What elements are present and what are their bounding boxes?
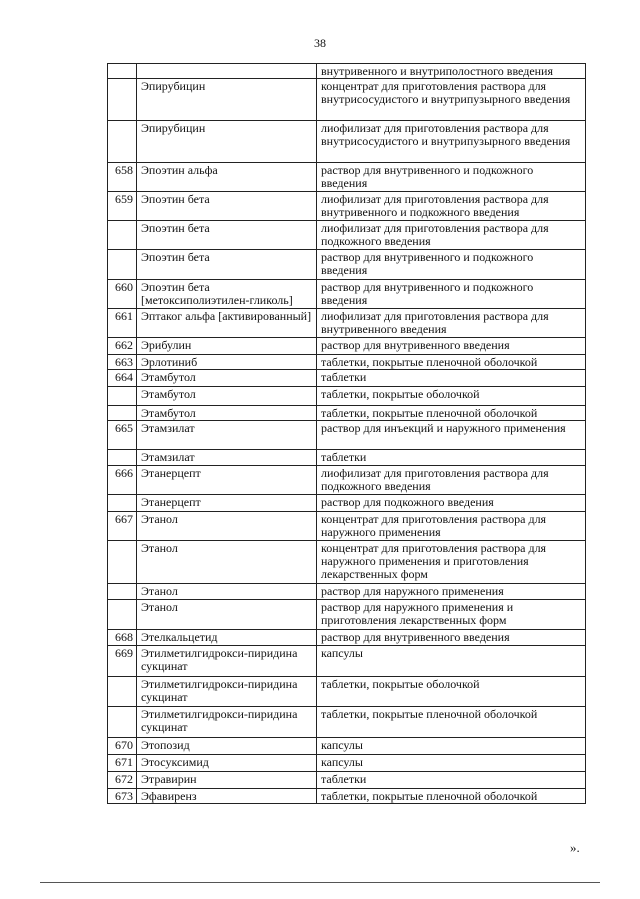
row-number-cell: 660 bbox=[108, 280, 137, 309]
table-row bbox=[108, 387, 586, 406]
closing-quote-mark: ». bbox=[570, 840, 580, 855]
drug-name-cell: Эрибулин bbox=[137, 338, 317, 355]
table-row bbox=[108, 309, 586, 338]
table-row bbox=[108, 79, 586, 121]
drug-name-cell: Эпоэтин альфа bbox=[137, 163, 317, 192]
dosage-form-cell: таблетки, покрытые оболочкой bbox=[317, 387, 586, 406]
row-number-cell: 666 bbox=[108, 466, 137, 495]
drug-name-cell: Эпоэтин бета bbox=[137, 192, 317, 221]
dosage-form-cell: таблетки, покрытые оболочкой bbox=[317, 677, 586, 707]
dosage-form-cell: раствор для внутривенного и подкожного введения bbox=[317, 163, 586, 192]
table-row bbox=[108, 163, 586, 192]
table-row bbox=[108, 280, 586, 309]
table-row bbox=[108, 630, 586, 646]
drug-name-cell: Этанерцепт bbox=[137, 495, 317, 512]
drug-name-cell: Этанол bbox=[137, 541, 317, 584]
drug-name-cell: Эпоэтин бета bbox=[137, 221, 317, 250]
dosage-form-cell: лиофилизат для приготовления раствора для подкожного введения bbox=[317, 221, 586, 250]
table-row bbox=[108, 677, 586, 707]
row-number-cell: 669 bbox=[108, 646, 137, 677]
dosage-form-cell: таблетки bbox=[317, 370, 586, 387]
drug-name-cell: Этилметилгидрокси-пиридина сукцинат bbox=[137, 677, 317, 707]
dosage-form-cell: раствор для внутривенного и подкожного введения bbox=[317, 250, 586, 280]
table-row bbox=[108, 541, 586, 584]
drug-name-cell bbox=[137, 64, 317, 79]
table-row bbox=[108, 355, 586, 370]
table-row bbox=[108, 495, 586, 512]
dosage-form-cell: раствор для инъекций и наружного применения bbox=[317, 421, 586, 450]
drug-name-cell: Этанерцепт bbox=[137, 466, 317, 495]
table-row bbox=[108, 450, 586, 466]
table-row bbox=[108, 466, 586, 495]
dosage-form-cell: лиофилизат для приготовления раствора для подкожного введения bbox=[317, 466, 586, 495]
drug-name-cell: Этилметилгидрокси-пиридина сукцинат bbox=[137, 707, 317, 738]
row-number-cell: 658 bbox=[108, 163, 137, 192]
row-number-cell bbox=[108, 221, 137, 250]
dosage-form-cell: раствор для наружного применения и приготовления лекарственных форм bbox=[317, 600, 586, 630]
row-number-cell: 664 bbox=[108, 370, 137, 387]
dosage-form-cell: лиофилизат для приготовления раствора для внутривенного введения bbox=[317, 309, 586, 338]
row-number-cell bbox=[108, 121, 137, 163]
table-row bbox=[108, 338, 586, 355]
drug-name-cell: Эпирубицин bbox=[137, 121, 317, 163]
table-row bbox=[108, 584, 586, 600]
page-number: 38 bbox=[314, 36, 326, 50]
drug-name-cell: Этравирин bbox=[137, 772, 317, 789]
row-number-cell: 662 bbox=[108, 338, 137, 355]
dosage-form-cell: раствор для внутривенного и подкожного введения bbox=[317, 280, 586, 309]
drug-name-cell: Эпоэтин бета bbox=[137, 250, 317, 280]
table-row bbox=[108, 755, 586, 772]
drug-name-cell: Этанол bbox=[137, 512, 317, 541]
row-number-cell: 659 bbox=[108, 192, 137, 221]
drug-name-cell: Эпоэтин бета [метоксиполиэтилен-гликоль] bbox=[137, 280, 317, 309]
row-number-cell bbox=[108, 450, 137, 466]
table-row bbox=[108, 250, 586, 280]
table-row bbox=[108, 421, 586, 450]
row-number-cell: 667 bbox=[108, 512, 137, 541]
drug-name-cell: Эрлотиниб bbox=[137, 355, 317, 370]
drug-name-cell: Этамзилат bbox=[137, 450, 317, 466]
row-number-cell: 668 bbox=[108, 630, 137, 646]
table-row bbox=[108, 600, 586, 630]
dosage-form-cell: таблетки, покрытые пленочной оболочкой bbox=[317, 789, 586, 804]
drug-name-cell: Этопозид bbox=[137, 738, 317, 755]
dosage-form-cell: таблетки, покрытые пленочной оболочкой bbox=[317, 707, 586, 738]
drug-name-cell: Эптаког альфа [активированный] bbox=[137, 309, 317, 338]
row-number-cell bbox=[108, 584, 137, 600]
dosage-form-cell: лиофилизат для приготовления раствора для внутрисосудистого и внутрипузырного введения bbox=[317, 121, 586, 163]
drug-list-table bbox=[107, 63, 586, 804]
drug-name-cell: Этамбутол bbox=[137, 406, 317, 421]
bottom-divider bbox=[40, 882, 600, 883]
dosage-form-cell: таблетки, покрытые пленочной оболочкой bbox=[317, 355, 586, 370]
row-number-cell bbox=[108, 387, 137, 406]
dosage-form-cell: капсулы bbox=[317, 738, 586, 755]
row-number-cell: 665 bbox=[108, 421, 137, 450]
table-row bbox=[108, 646, 586, 677]
drug-name-cell: Этилметилгидрокси-пиридина сукцинат bbox=[137, 646, 317, 677]
dosage-form-cell: раствор для подкожного введения bbox=[317, 495, 586, 512]
drug-name-cell: Эпирубицин bbox=[137, 79, 317, 121]
row-number-cell: 673 bbox=[108, 789, 137, 804]
row-number-cell bbox=[108, 541, 137, 584]
row-number-cell: 663 bbox=[108, 355, 137, 370]
table-row bbox=[108, 738, 586, 755]
table-row bbox=[108, 512, 586, 541]
dosage-form-cell: капсулы bbox=[317, 646, 586, 677]
table-row bbox=[108, 370, 586, 387]
drug-name-cell: Этамбутол bbox=[137, 370, 317, 387]
dosage-form-cell: таблетки, покрытые пленочной оболочкой bbox=[317, 406, 586, 421]
table-row bbox=[108, 707, 586, 738]
row-number-cell: 671 bbox=[108, 755, 137, 772]
dosage-form-cell: внутривенного и внутриполостного введения bbox=[317, 64, 586, 79]
table-row bbox=[108, 221, 586, 250]
table-row bbox=[108, 772, 586, 789]
dosage-form-cell: концентрат для приготовления раствора для внутрисосудистого и внутрипузырного введения bbox=[317, 79, 586, 121]
row-number-cell bbox=[108, 64, 137, 79]
row-number-cell bbox=[108, 600, 137, 630]
dosage-form-cell: капсулы bbox=[317, 755, 586, 772]
row-number-cell bbox=[108, 250, 137, 280]
table-row bbox=[108, 192, 586, 221]
dosage-form-cell: раствор для внутривенного введения bbox=[317, 338, 586, 355]
drug-name-cell: Этамбутол bbox=[137, 387, 317, 406]
drug-name-cell: Этосуксимид bbox=[137, 755, 317, 772]
table-row bbox=[108, 121, 586, 163]
row-number-cell bbox=[108, 707, 137, 738]
row-number-cell bbox=[108, 406, 137, 421]
row-number-cell: 670 bbox=[108, 738, 137, 755]
table-row bbox=[108, 64, 586, 79]
row-number-cell: 661 bbox=[108, 309, 137, 338]
row-number-cell bbox=[108, 495, 137, 512]
dosage-form-cell: лиофилизат для приготовления раствора для внутривенного и подкожного введения bbox=[317, 192, 586, 221]
dosage-form-cell: таблетки bbox=[317, 772, 586, 789]
dosage-form-cell: концентрат для приготовления раствора для наружного применения bbox=[317, 512, 586, 541]
drug-list-body bbox=[108, 64, 586, 804]
drug-name-cell: Эфавиренз bbox=[137, 789, 317, 804]
dosage-form-cell: раствор для внутривенного введения bbox=[317, 630, 586, 646]
dosage-form-cell: таблетки bbox=[317, 450, 586, 466]
drug-name-cell: Этелкальцетид bbox=[137, 630, 317, 646]
drug-name-cell: Этанол bbox=[137, 584, 317, 600]
dosage-form-cell: концентрат для приготовления раствора для наружного применения и приготовления лекарственных форм bbox=[317, 541, 586, 584]
drug-name-cell: Этанол bbox=[137, 600, 317, 630]
table-row bbox=[108, 789, 586, 804]
table-row bbox=[108, 406, 586, 421]
row-number-cell bbox=[108, 677, 137, 707]
row-number-cell: 672 bbox=[108, 772, 137, 789]
row-number-cell bbox=[108, 79, 137, 121]
drug-name-cell: Этамзилат bbox=[137, 421, 317, 450]
dosage-form-cell: раствор для наружного применения bbox=[317, 584, 586, 600]
